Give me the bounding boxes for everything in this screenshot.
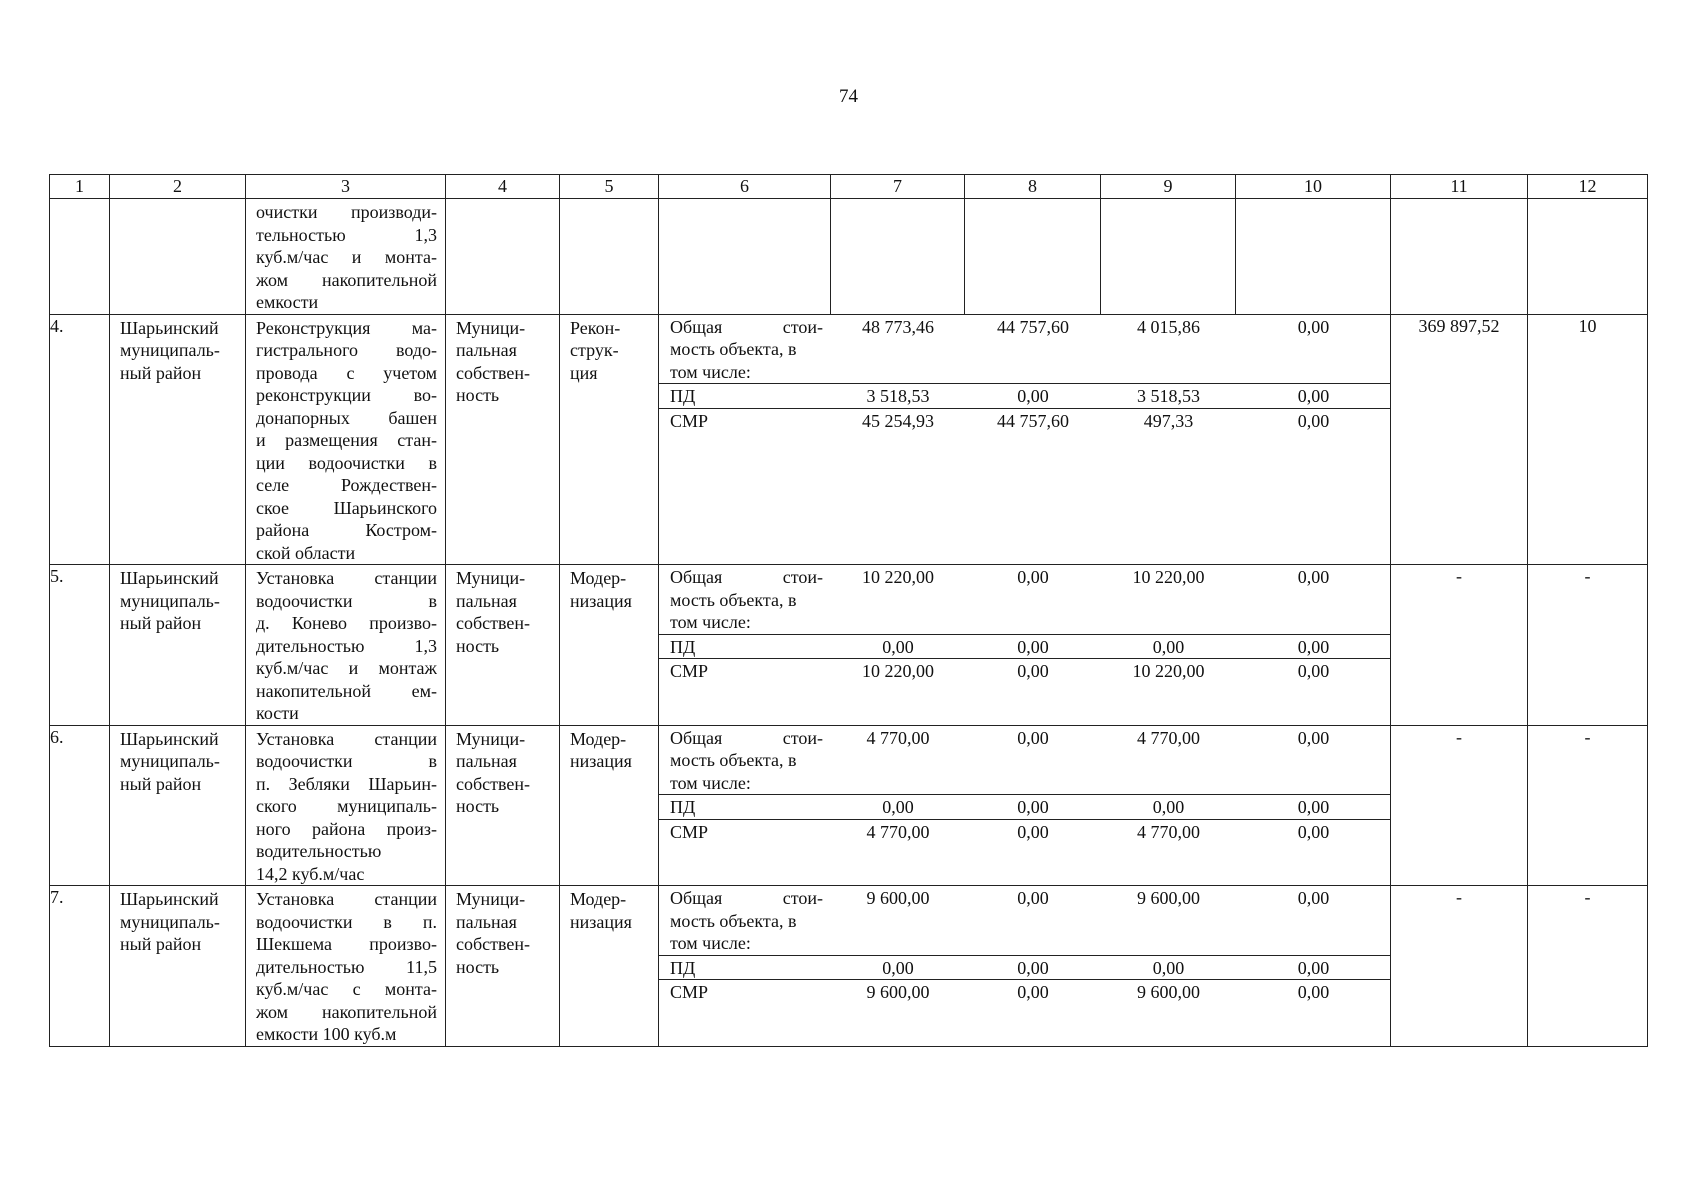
object-line: жом накопительной bbox=[256, 269, 437, 290]
total-cost-label-line: мость объекта, в bbox=[670, 339, 797, 359]
object-line: накопительной ем- bbox=[256, 680, 437, 701]
pd-value: 0,00 bbox=[831, 955, 965, 980]
object-line: Реконструкция ма- bbox=[256, 317, 437, 338]
object-line: Установка станции bbox=[256, 728, 437, 749]
table-row bbox=[50, 886, 1648, 1047]
header-cell: 3 bbox=[246, 175, 446, 199]
object-cell bbox=[246, 725, 446, 886]
object-cell bbox=[246, 886, 446, 1047]
smr-value: 4 770,00 bbox=[831, 819, 965, 843]
smr-value: 44 757,60 bbox=[965, 408, 1101, 432]
object-line: куб.м/час с монта- bbox=[256, 979, 437, 999]
object-line: кости bbox=[256, 703, 299, 723]
smr-value: 10 220,00 bbox=[1101, 659, 1236, 683]
total-cost-value: 4 770,00 bbox=[1137, 727, 1200, 748]
pd-row bbox=[659, 634, 1391, 659]
object-line: жом накопительной bbox=[256, 1001, 437, 1022]
object-line: куб.м/час и монтаж bbox=[256, 658, 437, 678]
object-line: гистрального водо- bbox=[256, 340, 437, 360]
smr-value: 10 220,00 bbox=[831, 659, 965, 683]
object-line: селе Рождествен- bbox=[256, 475, 437, 495]
pd-label: ПД bbox=[659, 955, 831, 980]
total-cost-value: 9 600,00 bbox=[866, 888, 930, 908]
object-line: ской области bbox=[256, 542, 356, 563]
object-line: тельностью 1,3 bbox=[256, 224, 437, 245]
cost-breakdown-cell bbox=[659, 725, 1391, 886]
smr-row bbox=[659, 980, 1391, 1004]
row-number: 7. bbox=[50, 886, 110, 1047]
smr-value: 497,33 bbox=[1101, 408, 1236, 432]
total-cost-label-line: том числе: bbox=[670, 361, 751, 382]
total-cost-label bbox=[659, 886, 831, 955]
pd-value: 0,00 bbox=[1236, 955, 1391, 980]
district-line: Шарьинский bbox=[120, 568, 219, 588]
header-cell: 2 bbox=[110, 175, 246, 199]
total-cost-value: 0,00 bbox=[1297, 316, 1330, 337]
total-cost-label-line: Общая стои- bbox=[670, 888, 823, 908]
work-type-cell bbox=[560, 886, 659, 1047]
work-type-line: Модер- bbox=[570, 889, 627, 909]
smr-value: 9 600,00 bbox=[1101, 980, 1236, 1004]
col12-value: 10 bbox=[1528, 314, 1648, 565]
ownership-cell bbox=[446, 725, 560, 886]
row-number: 5. bbox=[50, 565, 110, 726]
total-cost-label-line: Общая стои- bbox=[670, 316, 823, 337]
total-cost-value: 48 773,46 bbox=[862, 316, 934, 337]
object-line: ского муниципаль- bbox=[256, 796, 437, 816]
total-cost-label-line: мость объекта, в bbox=[670, 910, 797, 931]
smr-label: СМР bbox=[659, 819, 831, 843]
pd-value: 0,00 bbox=[1236, 384, 1391, 409]
total-cost-row bbox=[659, 886, 1391, 955]
object-line: емкости 100 куб.м bbox=[256, 1024, 397, 1044]
district-line: ный район bbox=[120, 773, 202, 794]
work-type-line: струк- bbox=[570, 340, 619, 360]
ownership-line: собствен- bbox=[456, 613, 531, 633]
ownership-line: собствен- bbox=[456, 773, 531, 794]
total-cost-value: 9 600,00 bbox=[1137, 888, 1200, 908]
ownership-line: Муници- bbox=[456, 728, 526, 749]
work-type-cell bbox=[560, 314, 659, 565]
col11-value: - bbox=[1391, 565, 1528, 726]
pd-row bbox=[659, 384, 1391, 409]
smr-value: 9 600,00 bbox=[831, 980, 965, 1004]
pd-value: 0,00 bbox=[831, 634, 965, 659]
cost-breakdown bbox=[659, 886, 1391, 1004]
smr-label: СМР bbox=[659, 980, 831, 1004]
pd-value: 0,00 bbox=[1101, 795, 1236, 820]
ownership-line: ность bbox=[456, 796, 500, 816]
col11-value: - bbox=[1391, 725, 1528, 886]
object-line: района Костром- bbox=[256, 520, 437, 540]
work-type-line: низация bbox=[570, 590, 632, 611]
object-line: реконструкции во- bbox=[256, 385, 437, 405]
smr-value: 4 770,00 bbox=[1101, 819, 1236, 843]
total-cost-label bbox=[659, 565, 831, 634]
investment-table bbox=[49, 174, 1648, 1047]
work-type-line: Модер- bbox=[570, 728, 627, 749]
row-number: 4. bbox=[50, 314, 110, 565]
district-cell bbox=[110, 725, 246, 886]
table-row bbox=[50, 314, 1648, 565]
ownership-line: Муници- bbox=[456, 889, 526, 909]
ownership-line: собствен- bbox=[456, 934, 531, 954]
page-number: 74 bbox=[839, 86, 858, 107]
object-line: куб.м/час и монта- bbox=[256, 247, 437, 267]
total-cost-label bbox=[659, 726, 831, 795]
total-cost-value: 44 757,60 bbox=[997, 316, 1069, 337]
smr-label: СМР bbox=[659, 659, 831, 683]
total-cost-value: 0,00 bbox=[1017, 888, 1049, 908]
pd-label: ПД bbox=[659, 384, 831, 409]
header-cell: 12 bbox=[1528, 175, 1648, 199]
smr-value: 0,00 bbox=[1236, 659, 1391, 683]
cost-breakdown bbox=[659, 315, 1391, 433]
smr-value: 0,00 bbox=[1236, 980, 1391, 1004]
district-line: Шарьинский bbox=[120, 889, 219, 909]
pd-label: ПД bbox=[659, 795, 831, 820]
pd-value: 0,00 bbox=[1101, 634, 1236, 659]
object-line: дительностью 1,3 bbox=[256, 635, 437, 656]
total-cost-value: 10 220,00 bbox=[862, 567, 934, 587]
district-line: ный район bbox=[120, 362, 202, 383]
pd-row bbox=[659, 795, 1391, 820]
district-line: Шарьинский bbox=[120, 728, 219, 749]
pd-label: ПД bbox=[659, 634, 831, 659]
object-line: дительностью 11,5 bbox=[256, 956, 437, 977]
work-type-cell bbox=[560, 725, 659, 886]
work-type-line: Модер- bbox=[570, 568, 627, 588]
total-cost-label-line: мость объекта, в bbox=[670, 750, 797, 770]
header-row bbox=[50, 175, 1648, 199]
object-line: водоочистки в bbox=[256, 751, 437, 771]
work-type-cell bbox=[560, 565, 659, 726]
ownership-line: ность bbox=[456, 385, 500, 405]
header-cell: 6 bbox=[659, 175, 831, 199]
table-row bbox=[50, 565, 1648, 726]
object-line: провода с учетом bbox=[256, 362, 437, 383]
total-cost-label-line: Общая стои- bbox=[670, 567, 823, 587]
cost-breakdown bbox=[659, 726, 1391, 844]
row-number: 6. bbox=[50, 725, 110, 886]
district-line: ный район bbox=[120, 934, 202, 954]
header-cell: 1 bbox=[50, 175, 110, 199]
pd-value: 0,00 bbox=[965, 955, 1101, 980]
work-type-line: низация bbox=[570, 911, 632, 932]
header-cell: 8 bbox=[965, 175, 1101, 199]
pd-value: 0,00 bbox=[1101, 955, 1236, 980]
col11-value: 369 897,52 bbox=[1391, 314, 1528, 565]
smr-row bbox=[659, 819, 1391, 843]
total-cost-label bbox=[659, 315, 831, 384]
district-cell bbox=[110, 886, 246, 1047]
header-cell: 9 bbox=[1101, 175, 1236, 199]
total-cost-value: 10 220,00 bbox=[1132, 567, 1205, 587]
object-line: д. Конево произво- bbox=[256, 613, 437, 633]
total-cost-label-line: том числе: bbox=[670, 612, 751, 632]
smr-value: 45 254,93 bbox=[831, 408, 965, 432]
district-line: муниципаль- bbox=[120, 340, 220, 360]
header-cell: 11 bbox=[1391, 175, 1528, 199]
total-cost-label-line: том числе: bbox=[670, 772, 751, 793]
header-cell: 4 bbox=[446, 175, 560, 199]
object-cell bbox=[246, 314, 446, 565]
district-cell bbox=[110, 314, 246, 565]
ownership-line: пальная bbox=[456, 911, 517, 932]
smr-value: 0,00 bbox=[965, 980, 1101, 1004]
object-line: донапорных башен bbox=[256, 407, 437, 428]
object-line: водоочистки в п. bbox=[256, 911, 437, 932]
object-line: Шекшема произво- bbox=[256, 934, 437, 954]
header-cell: 5 bbox=[560, 175, 659, 199]
header-cell: 7 bbox=[831, 175, 965, 199]
object-line: емкости bbox=[256, 292, 319, 312]
total-cost-label-line: мость объекта, в bbox=[670, 589, 797, 610]
smr-label: СМР bbox=[659, 408, 831, 432]
ownership-line: пальная bbox=[456, 340, 517, 360]
col12-value: - bbox=[1528, 565, 1648, 726]
col12-value: - bbox=[1528, 886, 1648, 1047]
total-cost-label-line: Общая стои- bbox=[670, 727, 823, 748]
ownership-line: ность bbox=[456, 956, 500, 977]
district-line: муниципаль- bbox=[120, 590, 220, 611]
total-cost-label-line: том числе: bbox=[670, 933, 751, 953]
pd-value: 0,00 bbox=[1236, 634, 1391, 659]
smr-row bbox=[659, 408, 1391, 432]
district-line: муниципаль- bbox=[120, 751, 220, 771]
total-cost-row bbox=[659, 565, 1391, 634]
pd-value: 0,00 bbox=[831, 795, 965, 820]
object-line: и размещения стан- bbox=[256, 430, 437, 450]
cost-breakdown bbox=[659, 565, 1391, 683]
total-cost-value: 4 770,00 bbox=[866, 727, 930, 748]
object-line: ции водоочистки в bbox=[256, 452, 437, 473]
ownership-line: пальная bbox=[456, 751, 517, 771]
object-line: ское Шарьинского bbox=[256, 497, 437, 518]
pd-value: 0,00 bbox=[965, 634, 1101, 659]
ownership-cell bbox=[446, 565, 560, 726]
object-line: водительностью bbox=[256, 841, 382, 861]
smr-value: 0,00 bbox=[1236, 819, 1391, 843]
object-cell bbox=[246, 565, 446, 726]
continuation-row bbox=[50, 199, 1648, 315]
cost-breakdown-cell bbox=[659, 565, 1391, 726]
total-cost-value: 4 015,86 bbox=[1137, 316, 1200, 337]
district-line: ный район bbox=[120, 613, 202, 633]
object-line: Установка станции bbox=[256, 568, 437, 588]
object-line: водоочистки в bbox=[256, 590, 437, 611]
object-line: очистки производи- bbox=[256, 202, 437, 222]
total-cost-value: 0,00 bbox=[1297, 888, 1330, 908]
work-type-line: ция bbox=[570, 362, 598, 383]
work-type-line: низация bbox=[570, 751, 632, 771]
pd-value: 0,00 bbox=[965, 384, 1101, 409]
work-type-line: Рекон- bbox=[570, 317, 621, 338]
cost-breakdown-cell bbox=[659, 314, 1391, 565]
pd-value: 3 518,53 bbox=[831, 384, 965, 409]
total-cost-value: 0,00 bbox=[1017, 567, 1049, 587]
smr-row bbox=[659, 659, 1391, 683]
total-cost-value: 0,00 bbox=[1017, 727, 1049, 748]
total-cost-value: 0,00 bbox=[1297, 567, 1330, 587]
ownership-cell bbox=[446, 314, 560, 565]
smr-value: 0,00 bbox=[965, 659, 1101, 683]
col12-value: - bbox=[1528, 725, 1648, 886]
object-cell bbox=[246, 199, 446, 315]
object-line: п. Зебляки Шарьин- bbox=[256, 773, 437, 794]
total-cost-row bbox=[659, 726, 1391, 795]
cost-breakdown-cell bbox=[659, 886, 1391, 1047]
ownership-line: пальная bbox=[456, 590, 517, 611]
ownership-line: собствен- bbox=[456, 362, 531, 383]
smr-value: 0,00 bbox=[965, 819, 1101, 843]
pd-row bbox=[659, 955, 1391, 980]
object-line: Установка станции bbox=[256, 889, 437, 909]
ownership-line: ность bbox=[456, 635, 500, 656]
total-cost-value: 0,00 bbox=[1297, 727, 1330, 748]
total-cost-row bbox=[659, 315, 1391, 384]
header-cell: 10 bbox=[1236, 175, 1391, 199]
pd-value: 3 518,53 bbox=[1101, 384, 1236, 409]
col11-value: - bbox=[1391, 886, 1528, 1047]
smr-value: 0,00 bbox=[1236, 408, 1391, 432]
ownership-cell bbox=[446, 886, 560, 1047]
district-line: Шарьинский bbox=[120, 317, 219, 338]
table-row bbox=[50, 725, 1648, 886]
district-line: муниципаль- bbox=[120, 911, 220, 932]
ownership-line: Муници- bbox=[456, 568, 526, 588]
pd-value: 0,00 bbox=[965, 795, 1101, 820]
object-line: ного района произ- bbox=[256, 818, 437, 839]
ownership-line: Муници- bbox=[456, 317, 526, 338]
object-line: 14,2 куб.м/час bbox=[256, 863, 365, 884]
pd-value: 0,00 bbox=[1236, 795, 1391, 820]
district-cell bbox=[110, 565, 246, 726]
